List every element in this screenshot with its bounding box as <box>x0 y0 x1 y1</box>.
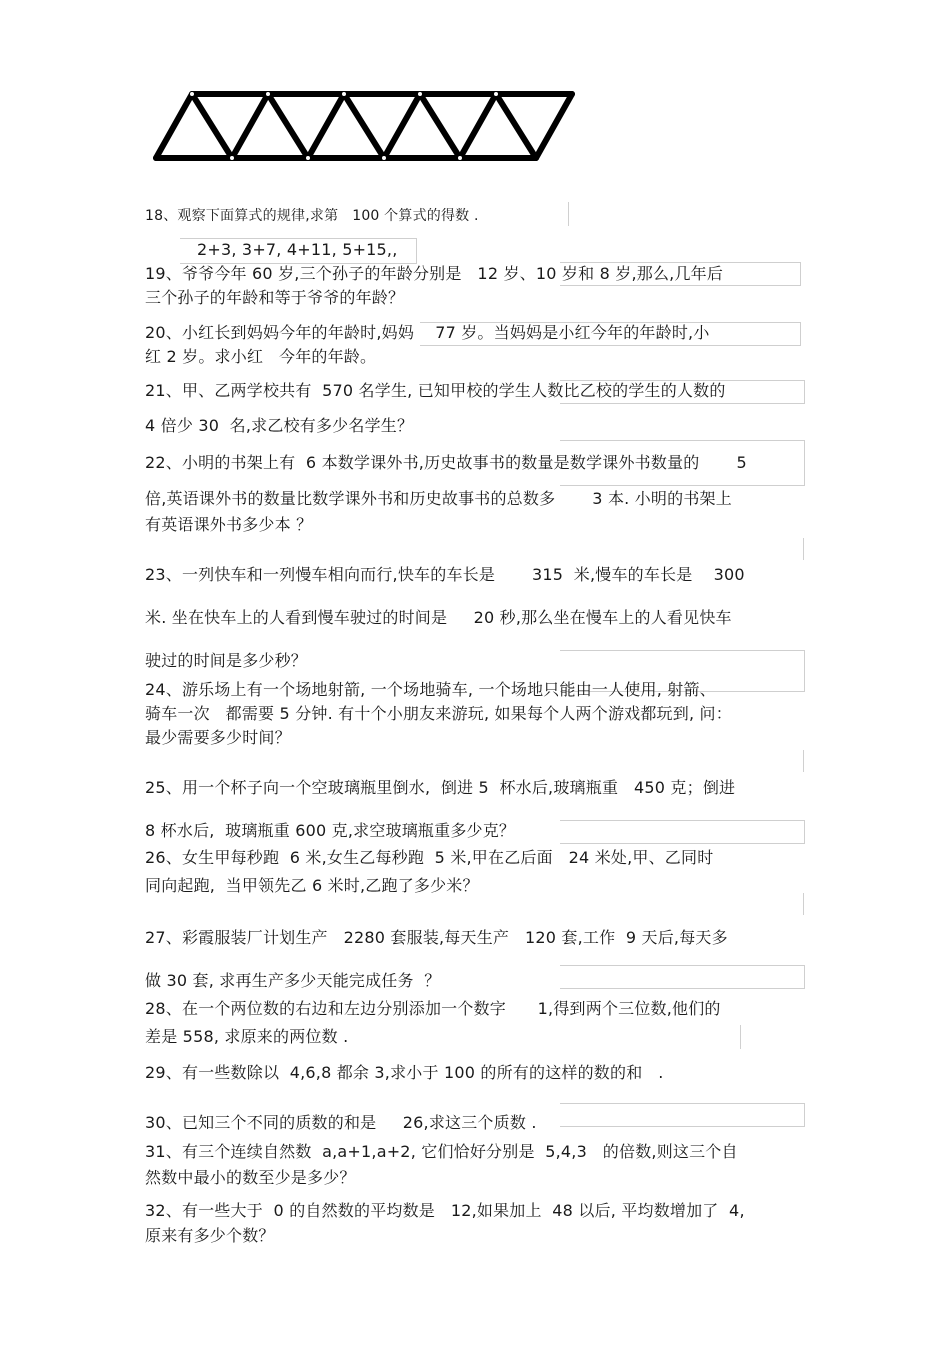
frame-artifact <box>560 820 805 844</box>
problem-24-line-3: 最少需要多少时间？ <box>145 728 291 747</box>
problem-28-line-1: 28、在一个两位数的右边和左边分别添加一个数字 1,得到两个三位数,他们的 <box>145 999 721 1018</box>
problem-32-line-1: 32、有一些大于 0 的自然数的平均数是 12,如果加上 48 以后, 平均数增加了 4, <box>145 1201 745 1220</box>
problem-22-line-3: 有英语课外书多少本 ？ <box>145 515 313 534</box>
problem-18-line-2: 2+3, 3+7, 4+11, 5+15,, <box>197 240 398 259</box>
frame-artifact <box>560 965 805 989</box>
problem-31-line-2: 然数中最小的数至少是多少？ <box>145 1168 356 1187</box>
triangle-matchstick-figure <box>150 88 580 164</box>
problem-25-line-1: 25、用一个杯子向一个空玻璃瓶里倒水, 倒进 5 杯水后,玻璃瓶重 450 克；倒进 <box>145 778 736 797</box>
frame-artifact <box>803 538 804 560</box>
problem-30-line-1: 30、已知三个不同的质数的和是 26,求这三个质数 . <box>145 1113 537 1132</box>
problem-24-line-2: 骑车一次 都需要 5 分钟. 有十个小朋友来游玩, 如果每个人两个游戏都玩到, 问： <box>145 704 732 723</box>
frame-artifact <box>740 1025 741 1049</box>
problem-31-line-1: 31、有三个连续自然数 a,a+1,a+2, 它们恰好分别是 5,4,3 的倍数,则这三个自 <box>145 1142 738 1161</box>
frame-artifact <box>803 750 804 772</box>
problem-21-line-2: 4 倍少 30 名,求乙校有多少名学生？ <box>145 416 414 435</box>
problem-23-line-2: 米. 坐在快车上的人看到慢车驶过的时间是 20 秒,那么坐在慢车上的人看见快车 <box>145 608 732 627</box>
problem-26-line-2: 同向起跑, 当甲领先乙 6 米时,乙跑了多少米？ <box>145 876 479 895</box>
problem-21-line-1: 21、甲、乙两学校共有 570 名学生, 已知甲校的学生人数比乙校的学生的人数的 <box>145 381 726 400</box>
problem-24-line-1: 24、游乐场上有一个场地射箭, 一个场地骑车, 一个场地只能由一人使用, 射箭、 <box>145 680 716 699</box>
frame-artifact <box>560 1103 805 1127</box>
problem-29-line-1: 29、有一些数除以 4,6,8 都余 3,求小于 100 的所有的这样的数的和 . <box>145 1063 664 1082</box>
problem-27-line-1: 27、彩霞服装厂计划生产 2280 套服装,每天生产 120 套,工作 9 天后,每天多 <box>145 928 728 947</box>
problem-19-line-1: 19、爷爷今年 60 岁,三个孙子的年龄分别是 12 岁、10 岁和 8 岁,那么,几年后 <box>145 264 724 283</box>
problem-27-line-2: 做 30 套, 求再生产多少天能完成任务 ？ <box>145 971 441 990</box>
frame-artifact <box>803 893 804 915</box>
problem-20-line-1: 20、小红长到妈妈今年的年龄时,妈妈 77 岁。当妈妈是小红今年的年龄时,小 <box>145 323 710 342</box>
problem-23-line-1: 23、一列快车和一列慢车相向而行,快车的车长是 315 米,慢车的车长是 300 <box>145 565 745 584</box>
problem-26-line-1: 26、女生甲每秒跑 6 米,女生乙每秒跑 5 米,甲在乙后面 24 米处,甲、乙同时 <box>145 848 714 867</box>
problem-22-line-2: 倍,英语课外书的数量比数学课外书和历史故事书的总数多 3 本. 小明的书架上 <box>145 489 732 508</box>
problem-25-line-2: 8 杯水后, 玻璃瓶重 600 克,求空玻璃瓶重多少克？ <box>145 821 516 840</box>
problem-19-line-2: 三个孙子的年龄和等于爷爷的年龄？ <box>145 288 405 307</box>
problem-18-line-1: 18、观察下面算式的规律,求第 100 个算式的得数 . <box>145 208 479 224</box>
problem-32-line-2: 原来有多少个数？ <box>145 1226 275 1245</box>
problem-22-line-1: 22、小明的书架上有 6 本数学课外书,历史故事书的数量是数学课外书数量的 5 <box>145 453 747 472</box>
problem-20-line-2: 红 2 岁。求小红 今年的年龄。 <box>145 347 377 366</box>
problem-28-line-2: 差是 558, 求原来的两位数 . <box>145 1027 349 1046</box>
frame-artifact <box>568 202 569 226</box>
problem-23-line-3: 驶过的时间是多少秒？ <box>145 651 308 670</box>
